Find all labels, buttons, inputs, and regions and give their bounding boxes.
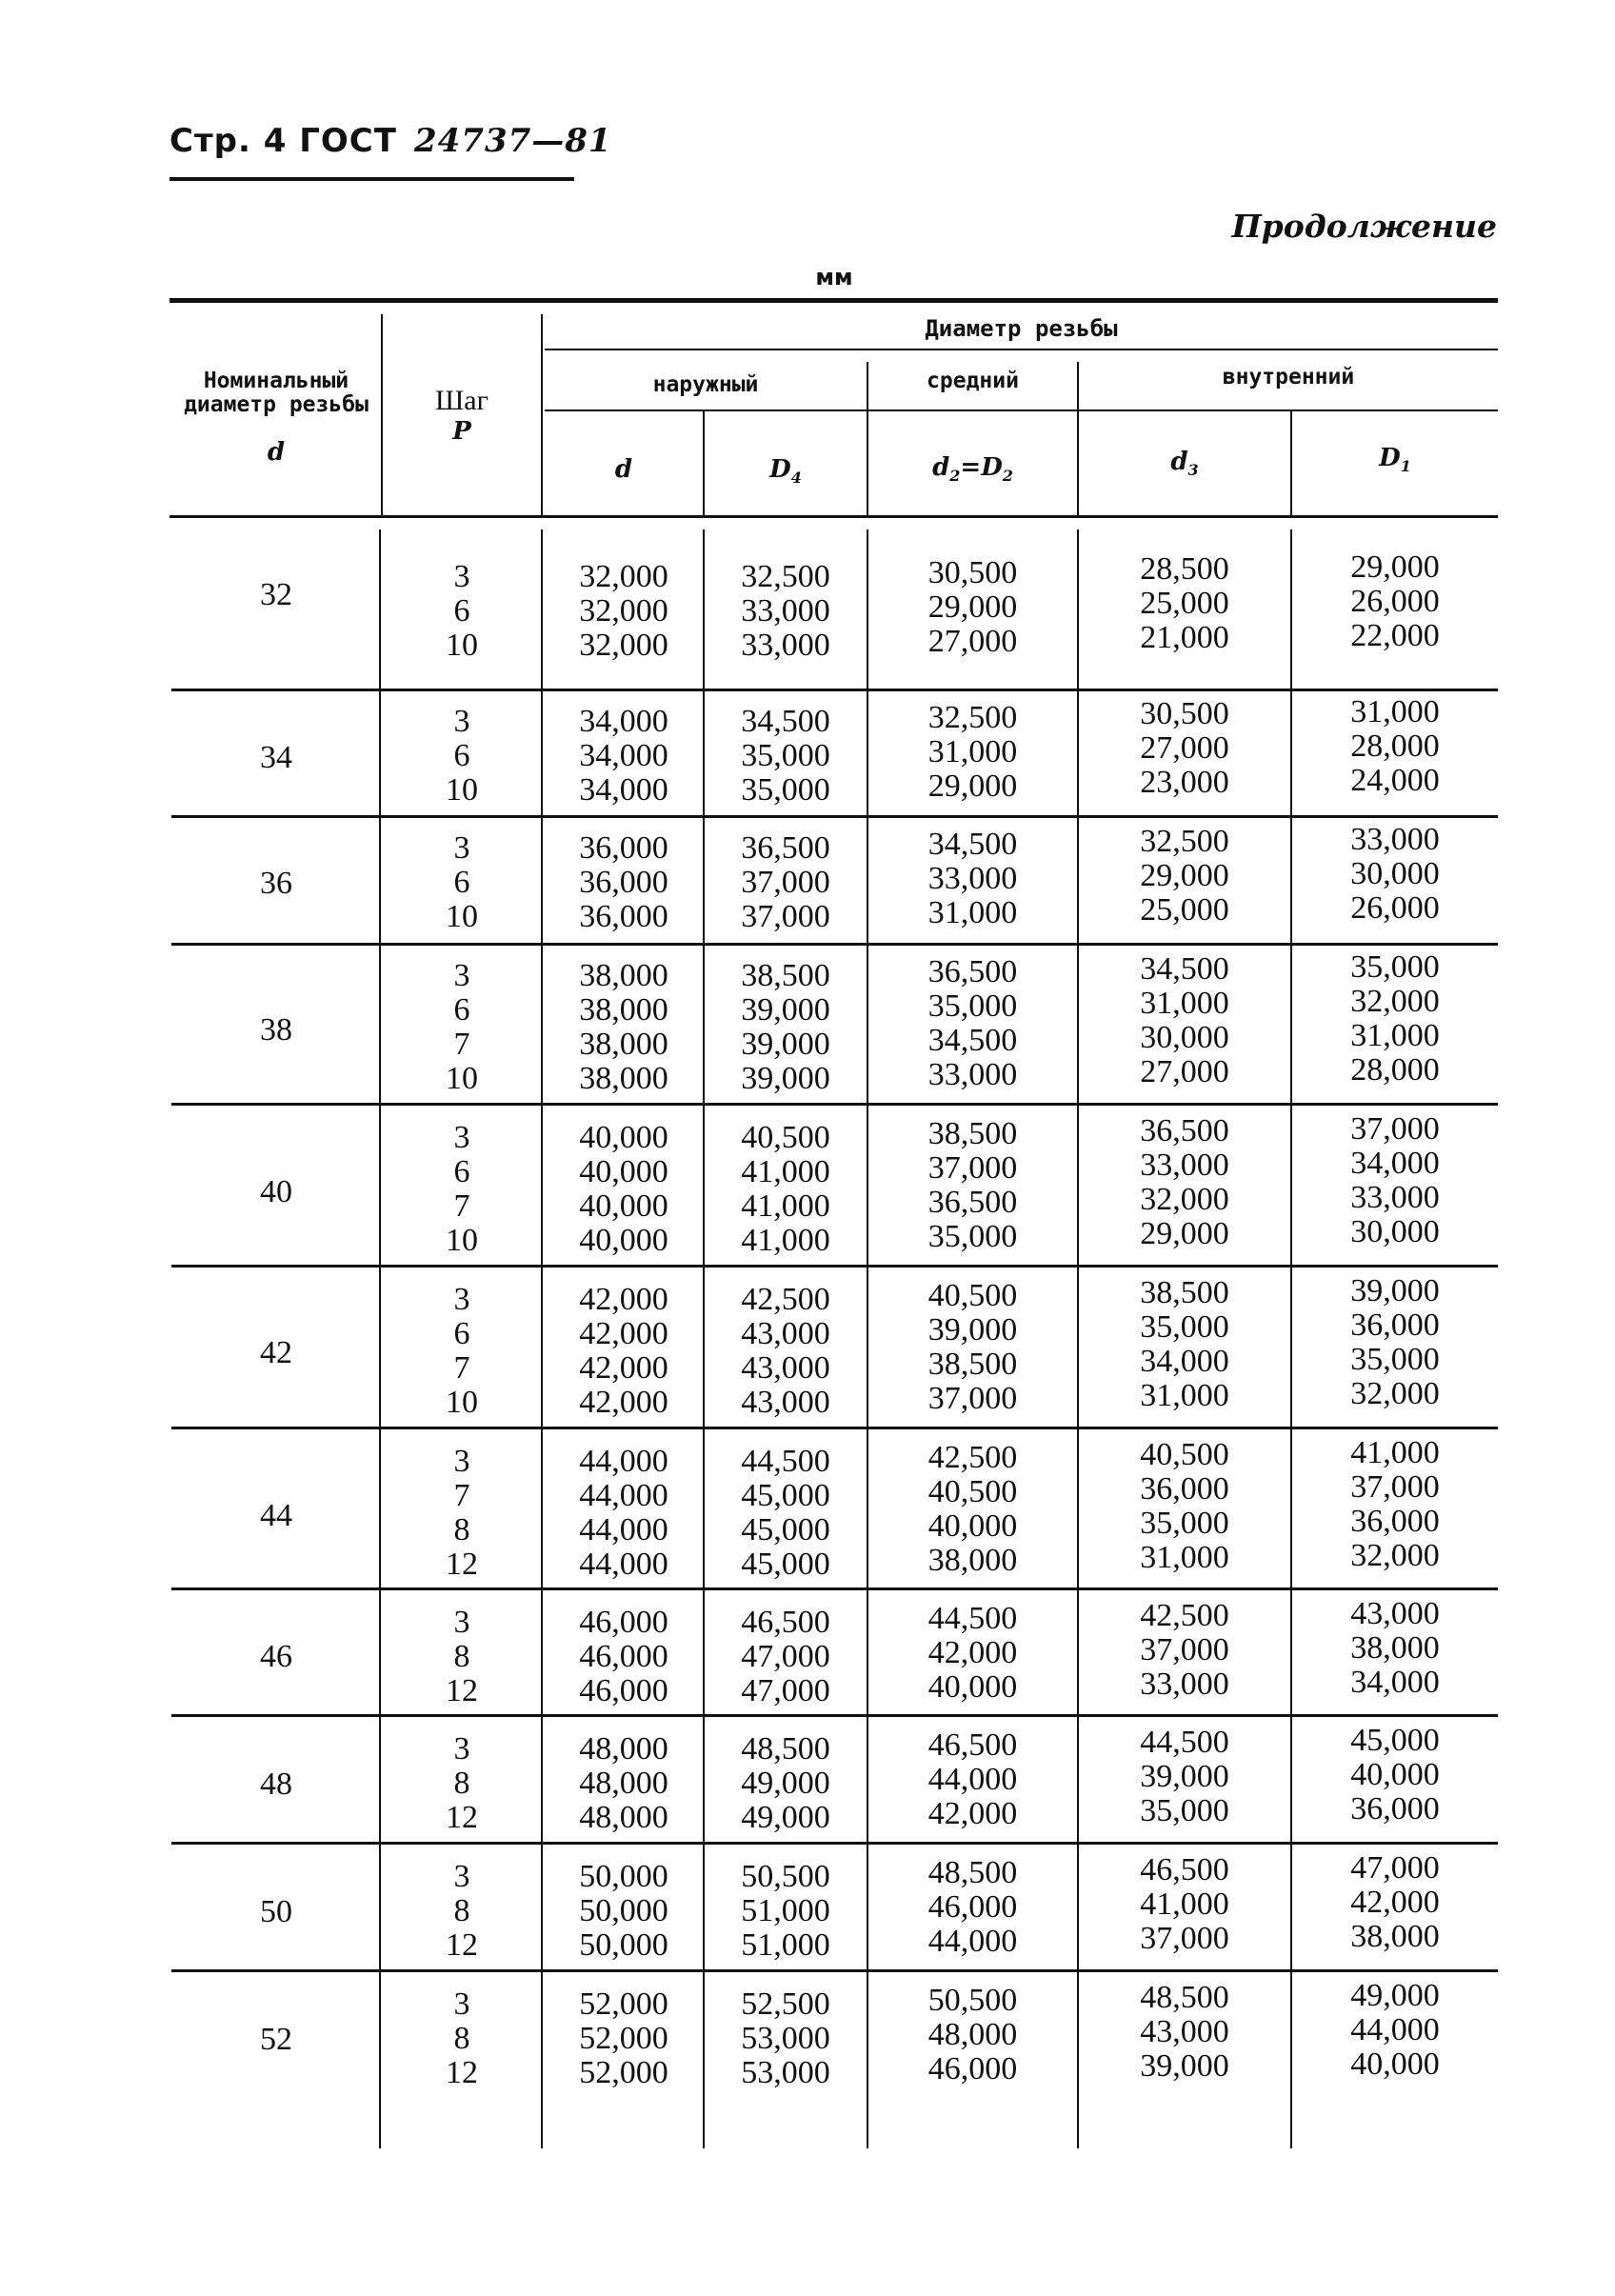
row-separator-9 xyxy=(171,1842,1498,1845)
row-separator-7 xyxy=(171,1587,1498,1590)
cell-steps: 3 8 12 xyxy=(446,1731,478,1835)
header-bottom-rule xyxy=(169,515,1498,518)
cell-d2: 30,500 29,000 27,000 xyxy=(927,555,1018,659)
cell-D1: 39,000 36,000 35,000 32,000 xyxy=(1350,1273,1440,1411)
row-separator-8 xyxy=(171,1714,1498,1717)
cell-d2: 50,500 48,000 46,000 xyxy=(927,1983,1018,2086)
cell-D4: 50,500 51,000 51,000 xyxy=(741,1859,830,1963)
header-middle: средний xyxy=(927,369,1019,393)
cell-d2: 48,500 46,000 44,000 xyxy=(927,1855,1018,1959)
cell-d3: 32,500 29,000 25,000 xyxy=(1140,824,1229,928)
cell-d2: 42,500 40,500 40,000 38,000 xyxy=(927,1440,1018,1578)
cell-nominal: 42 xyxy=(260,1335,292,1370)
cell-nominal: 52 xyxy=(260,2022,292,2057)
cell-D1: 31,000 28,000 24,000 xyxy=(1350,694,1440,798)
cell-d3: 30,500 27,000 23,000 xyxy=(1140,696,1229,800)
header-rule-groups xyxy=(545,409,1498,411)
cell-d: 48,000 48,000 48,000 xyxy=(579,1731,668,1835)
cell-d3: 42,500 37,000 33,000 xyxy=(1140,1598,1229,1702)
header-nominal-symbol: d xyxy=(267,438,286,467)
cell-D1: 35,000 32,000 31,000 28,000 xyxy=(1350,949,1440,1088)
row-separator-5 xyxy=(171,1265,1498,1268)
cell-d: 36,000 36,000 36,000 xyxy=(579,830,668,934)
row-separator-1 xyxy=(171,689,1498,691)
cell-d2: 32,500 31,000 29,000 xyxy=(927,700,1018,804)
cell-D4: 46,500 47,000 47,000 xyxy=(741,1605,830,1708)
cell-nominal: 44 xyxy=(260,1498,292,1533)
cell-D4: 36,500 37,000 37,000 xyxy=(741,830,830,934)
cell-D1: 29,000 26,000 22,000 xyxy=(1350,549,1440,653)
cell-d: 46,000 46,000 46,000 xyxy=(579,1605,668,1708)
cell-D4: 38,500 39,000 39,000 39,000 xyxy=(741,958,830,1096)
cell-d: 50,000 50,000 50,000 xyxy=(579,1859,668,1963)
header-d3: $d_3$ xyxy=(1170,448,1199,480)
cell-steps: 3 6 7 10 xyxy=(446,1282,478,1420)
body-vline-2 xyxy=(541,529,543,2148)
cell-d: 42,000 42,000 42,000 42,000 xyxy=(579,1282,668,1420)
cell-D4: 52,500 53,000 53,000 xyxy=(741,1987,830,2090)
cell-steps: 3 7 8 12 xyxy=(446,1444,478,1582)
cell-steps: 3 8 12 xyxy=(446,1859,478,1963)
cell-d: 44,000 44,000 44,000 44,000 xyxy=(579,1444,668,1582)
header-D4: $D_4$ xyxy=(769,455,802,488)
page-header xyxy=(169,122,612,160)
cell-D4: 34,500 35,000 35,000 xyxy=(741,704,830,808)
header-step: Шаг xyxy=(435,385,488,416)
cell-D4: 48,500 49,000 49,000 xyxy=(741,1731,830,1835)
cell-d2: 38,500 37,000 36,500 35,000 xyxy=(927,1116,1018,1254)
cell-steps: 3 8 12 xyxy=(446,1987,478,2090)
row-separator-4 xyxy=(171,1103,1498,1106)
cell-D1: 47,000 42,000 38,000 xyxy=(1350,1850,1440,1954)
cell-nominal: 38 xyxy=(260,1012,292,1048)
cell-d3: 46,500 41,000 37,000 xyxy=(1140,1852,1229,1956)
header-D1: $D_1$ xyxy=(1379,444,1411,476)
row-separator-10 xyxy=(171,1969,1498,1972)
standard-number: 24737—81 xyxy=(413,122,612,160)
cell-steps: 3 6 10 xyxy=(446,559,478,663)
cell-d2: 44,500 42,000 40,000 xyxy=(927,1601,1018,1705)
cell-d2: 34,500 33,000 31,000 xyxy=(927,827,1018,930)
cell-nominal: 32 xyxy=(260,577,292,612)
cell-nominal: 48 xyxy=(260,1767,292,1802)
cell-d3: 38,500 35,000 34,000 31,000 xyxy=(1140,1275,1229,1413)
header-nominal: Номинальный диаметр резьбы xyxy=(184,369,369,417)
body-vline-1 xyxy=(379,529,381,2148)
cell-steps: 3 6 7 10 xyxy=(446,1120,478,1258)
header-step-symbol: P xyxy=(452,417,471,446)
header-diameter: Диаметр резьбы xyxy=(925,315,1118,342)
cell-D4: 40,500 41,000 41,000 41,000 xyxy=(741,1120,830,1258)
cell-d: 40,000 40,000 40,000 40,000 xyxy=(579,1120,668,1258)
row-separator-6 xyxy=(171,1427,1498,1429)
cell-steps: 3 8 12 xyxy=(446,1605,478,1708)
header-d: d xyxy=(614,455,633,484)
cell-d: 32,000 32,000 32,000 xyxy=(579,559,668,663)
header-outer: наружный xyxy=(652,372,759,397)
table-top-rule xyxy=(169,298,1498,303)
cell-nominal: 46 xyxy=(260,1639,292,1674)
cell-nominal: 50 xyxy=(260,1894,292,1929)
cell-D1: 33,000 30,000 26,000 xyxy=(1350,822,1440,926)
cell-nominal: 34 xyxy=(260,740,292,775)
page-label: Стр. 4 ГОСТ xyxy=(169,122,397,160)
header-underline xyxy=(169,177,574,181)
cell-d: 52,000 52,000 52,000 xyxy=(579,1987,668,2090)
header-d2-D2: $d_2=D_2$ xyxy=(932,453,1013,486)
cell-nominal: 36 xyxy=(260,866,292,901)
cell-steps: 3 6 10 xyxy=(446,830,478,934)
cell-D4: 44,500 45,000 45,000 45,000 xyxy=(741,1444,830,1582)
cell-d3: 40,500 36,000 35,000 31,000 xyxy=(1140,1437,1229,1575)
cell-d2: 46,500 44,000 42,000 xyxy=(927,1727,1018,1831)
cell-d3: 36,500 33,000 32,000 29,000 xyxy=(1140,1113,1229,1251)
header-rule-diameter xyxy=(545,349,1498,350)
cell-D1: 45,000 40,000 36,000 xyxy=(1350,1723,1440,1827)
cell-d: 38,000 38,000 38,000 38,000 xyxy=(579,958,668,1096)
cell-d3: 34,500 31,000 30,000 27,000 xyxy=(1140,951,1229,1089)
continuation-label: Продолжение xyxy=(1231,208,1497,245)
cell-D1: 49,000 44,000 40,000 xyxy=(1350,1978,1440,2082)
cell-D1: 37,000 34,000 33,000 30,000 xyxy=(1350,1111,1440,1249)
cell-d3: 28,500 25,000 21,000 xyxy=(1140,551,1229,655)
cell-D4: 42,500 43,000 43,000 43,000 xyxy=(741,1282,830,1420)
cell-d3: 44,500 39,000 35,000 xyxy=(1140,1725,1229,1828)
header-inner: внутренний xyxy=(1222,365,1355,389)
row-separator-2 xyxy=(171,815,1498,818)
cell-d2: 40,500 39,000 38,500 37,000 xyxy=(927,1278,1018,1416)
cell-D1: 43,000 38,000 34,000 xyxy=(1350,1596,1440,1700)
header-vline-1 xyxy=(381,314,383,516)
cell-d2: 36,500 35,000 34,500 33,000 xyxy=(927,954,1018,1092)
cell-d3: 48,500 43,000 39,000 xyxy=(1140,1980,1229,2084)
cell-D4: 32,500 33,000 33,000 xyxy=(741,559,830,663)
cell-nominal: 40 xyxy=(260,1174,292,1209)
cell-d: 34,000 34,000 34,000 xyxy=(579,704,668,808)
unit-label: мм xyxy=(815,264,853,290)
row-separator-3 xyxy=(171,943,1498,946)
header-vline-2 xyxy=(541,314,543,516)
cell-steps: 3 6 10 xyxy=(446,704,478,808)
cell-steps: 3 6 7 10 xyxy=(446,958,478,1096)
cell-D1: 41,000 37,000 36,000 32,000 xyxy=(1350,1435,1440,1573)
